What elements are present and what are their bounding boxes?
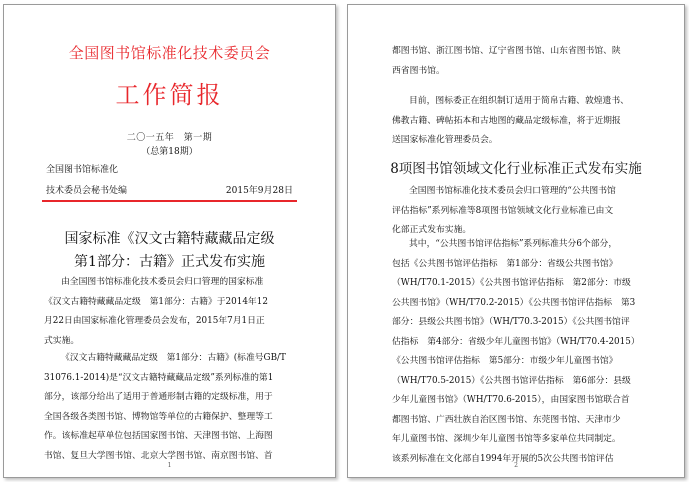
text-line: （WH/T70.1-2015）《公共图书馆评估指标 第2部分：市级 — [392, 278, 631, 288]
text-line: 西省图书馆。 — [392, 65, 445, 76]
section-heading: 8项图书馆领域文化行业标准正式发布实施 — [390, 161, 642, 177]
text-line: 作。该标准起草单位包括国家图书馆、天津图书馆、上海图 — [44, 431, 273, 441]
page-number: 2 — [514, 462, 518, 469]
page-number: 1 — [167, 462, 172, 469]
text-line: 部分：县级公共图书馆》（WH/T70.3-2015）《公共图书馆评 — [392, 317, 630, 327]
paragraph-3 — [392, 182, 654, 241]
text-line: 其中，“公共图书馆评估指标”系列标准共分6个部分， — [409, 239, 618, 249]
text-line: 少年儿童图书馆》（WH/T70.6-2015），由国家图书馆联合首 — [392, 395, 630, 405]
document-page-2[interactable] — [347, 4, 685, 478]
paragraph-2 — [44, 349, 305, 466]
publish-date: 2015年9月28日 — [225, 186, 293, 196]
issue-number: 二〇一五年 第一期 — [126, 133, 213, 143]
text-line: 都图书馆、广西壮族自治区图书馆、东莞图书馆、天津市少 — [392, 414, 621, 425]
red-divider — [42, 200, 297, 202]
text-line: 书馆、复旦大学图书馆、北京大学图书馆、南京图书馆、首 — [44, 450, 273, 461]
text-line: 《汉文古籍特藏藏品定级 第1部分：古籍》于2014年12 — [44, 296, 268, 307]
paragraph-4 — [392, 235, 654, 469]
text-line: 《汉文古籍特藏藏品定级 第1部分：古籍》(标准号GB/T — [61, 353, 286, 363]
text-line: 估指标 第4部分：省级少年儿童图书馆》（WH/T70.4-2015） — [392, 336, 640, 347]
text-line: 都图书馆、浙江图书馆、辽宁省图书馆、山东省图书馆、陕 — [392, 46, 621, 56]
text-line: 31076.1-2014)是“汉文古籍特藏藏品定级”系列标准的第1 — [44, 372, 274, 383]
text-line: 包括《公共图书馆评估指标 第1部分：省级公共图书馆》 — [392, 258, 618, 269]
text-line: 佛教古籍、碑帖拓本和古地图的藏品定级标准，将于近期报 — [392, 115, 621, 126]
text-line: 目前，图标委正在组织制订适用于简帛古籍、敦煌遗书、 — [409, 96, 629, 106]
committee-name-line1: 全国图书馆标准化 — [46, 165, 119, 175]
article-title-line1: 国家标准《汉文古籍特藏藏品定级 — [64, 231, 275, 247]
paragraph-continued — [392, 42, 654, 81]
text-line: 由全国图书馆标准化技术委员会归口管理的国家标准 — [61, 277, 264, 287]
text-line: 送国家标准化管理委员会。 — [392, 135, 498, 145]
text-line: 全国各级各类图书馆、博物馆等单位的古籍保护、整理等工 — [44, 411, 273, 422]
text-line: 《公共图书馆评估指标 第5部分：市级少年儿童图书馆》 — [392, 356, 618, 366]
text-line: 化部正式发布实施。 — [392, 225, 472, 235]
text-line: 评估指标”系列标准等8项图书馆领域文化行业标准已由文 — [392, 205, 614, 216]
text-line: 公共图书馆》（WH/T70.2-2015）《公共图书馆评估指标 第3 — [392, 297, 636, 308]
paragraph-1 — [44, 273, 305, 351]
org-title: 全国图书馆标准化技术委员会 — [68, 44, 271, 62]
text-line: 全国图书馆标准化技术委员会归口管理的“公共图书馆 — [409, 186, 616, 196]
article-title-line2: 第1部分：古籍》正式发布实施 — [74, 254, 265, 270]
bulletin-title: 工作简报 — [115, 81, 224, 109]
text-line: 部分，该部分给出了适用于普通形制古籍的定级标准，用于 — [44, 392, 273, 402]
text-line: 该系列标准在文化部自1994年开展的5次公共图书馆评估 — [392, 453, 614, 464]
text-line: 式实施。 — [44, 335, 80, 346]
paragraph-2 — [392, 92, 654, 151]
text-line: （WH/T70.5-2015）《公共图书馆评估指标 第6部分：县级 — [392, 375, 631, 386]
total-issue-number: （总第18期） — [141, 147, 198, 157]
document-page-1[interactable] — [3, 4, 336, 478]
text-line: 年儿童图书馆、深圳少年儿童图书馆等多家单位共同制定。 — [392, 434, 621, 444]
text-line: 月22日由国家标准化管理委员会发布，2015年7月1日正 — [44, 316, 265, 326]
committee-name-line2: 技术委员会秘书处编 — [46, 186, 128, 196]
